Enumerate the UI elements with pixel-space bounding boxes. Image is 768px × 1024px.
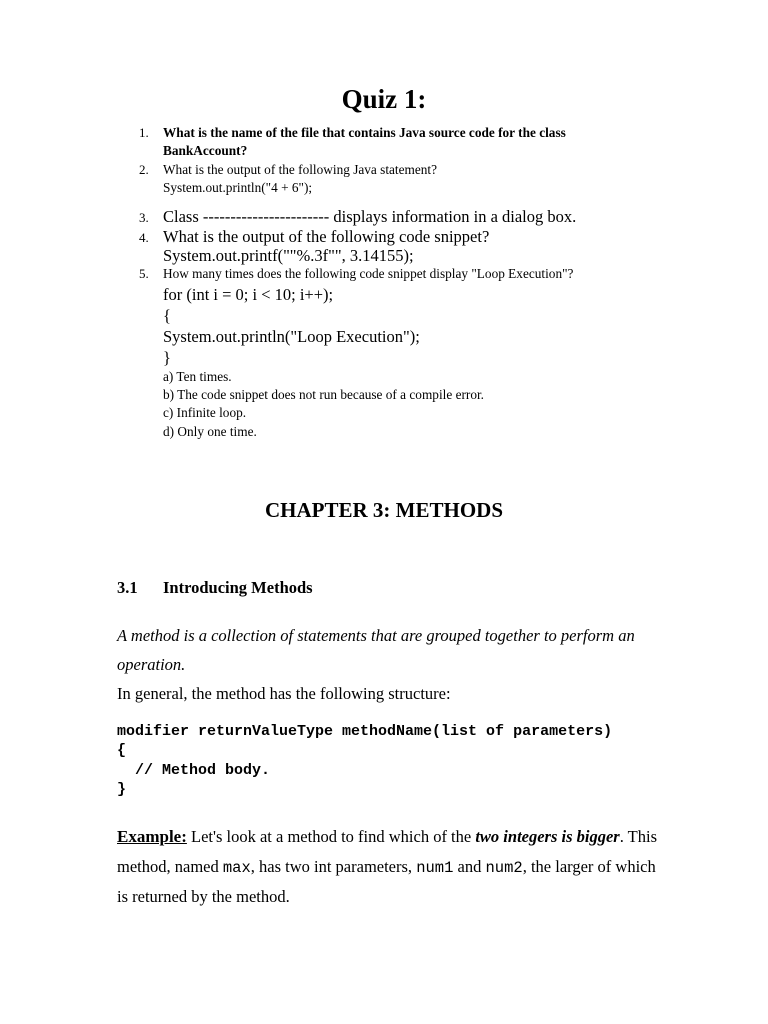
answer-option-d: d) Only one time. [163,424,257,439]
question-code: System.out.println("4 + 6"); [163,180,313,195]
question-number: 5. [139,266,149,281]
example-line-3: is returned by the method. [117,887,290,906]
question-number: 4. [139,230,149,245]
question-text: How many times does the following code snippet display "Loop Execution"? [163,266,574,281]
question-number: 2. [139,162,149,177]
example-line-1 [117,827,703,847]
question-text-continued: BankAccount? [163,143,248,158]
chapter-title: CHAPTER 3: METHODS [264,498,503,522]
quiz-title: Quiz 1: [341,84,427,114]
answer-option-a: a) Ten times. [163,369,232,384]
code-line-3: // Method body. [117,762,271,779]
code-identifier-max: max [222,859,251,877]
question-code-line: } [163,348,171,367]
example-label: Example: [117,827,187,846]
method-definition-line-1 [117,626,703,646]
example-text: method, named [117,857,223,876]
example-line-2 [117,857,703,878]
section-title: Introducing Methods [163,578,313,597]
question-text: What is the output of the following Java statement? [163,162,437,177]
example-text: , the larger of which [522,857,656,876]
question-text: What is the name of the file that contains Java source code for the class [163,125,566,140]
question-text: What is the output of the following code snippet? [163,227,490,246]
example-text: and [453,857,486,876]
question-code-line: { [163,306,171,325]
example-text: Let's look at a method to find which of the [186,827,476,846]
question-code-line: for (int i = 0; i < 10; i++); [163,285,334,304]
definition-text: A method is a collection of statements that are grouped together to perform an [117,626,635,645]
code-line-1: modifier returnValueType methodName(list of parameters) [117,723,613,740]
code-line-2: { [117,742,127,759]
section-number: 3.1 [117,578,138,597]
question-code-line: System.out.println("Loop Execution"); [163,327,420,346]
structure-intro: In general, the method has the following structure: [117,684,451,703]
answer-option-b: b) The code snippet does not run because of a compile error. [163,387,484,402]
code-identifier-num1: num1 [416,859,454,877]
code-line-4: } [117,781,127,798]
example-text: , has two int parameters, [250,857,417,876]
example-text: . This [619,827,658,846]
method-definition-line-2: operation. [117,655,186,674]
question-number: 1. [139,125,149,140]
code-identifier-num2: num2 [485,859,523,877]
example-emphasis: two integers is bigger [475,827,620,846]
question-number: 3. [139,210,149,225]
answer-option-c: c) Infinite loop. [163,405,247,420]
question-text: Class ----------------------- displays information in a dialog box. [163,207,577,226]
justified-line [117,626,703,646]
question-code: System.out.printf(""%.3f"", 3.14155); [163,246,414,265]
